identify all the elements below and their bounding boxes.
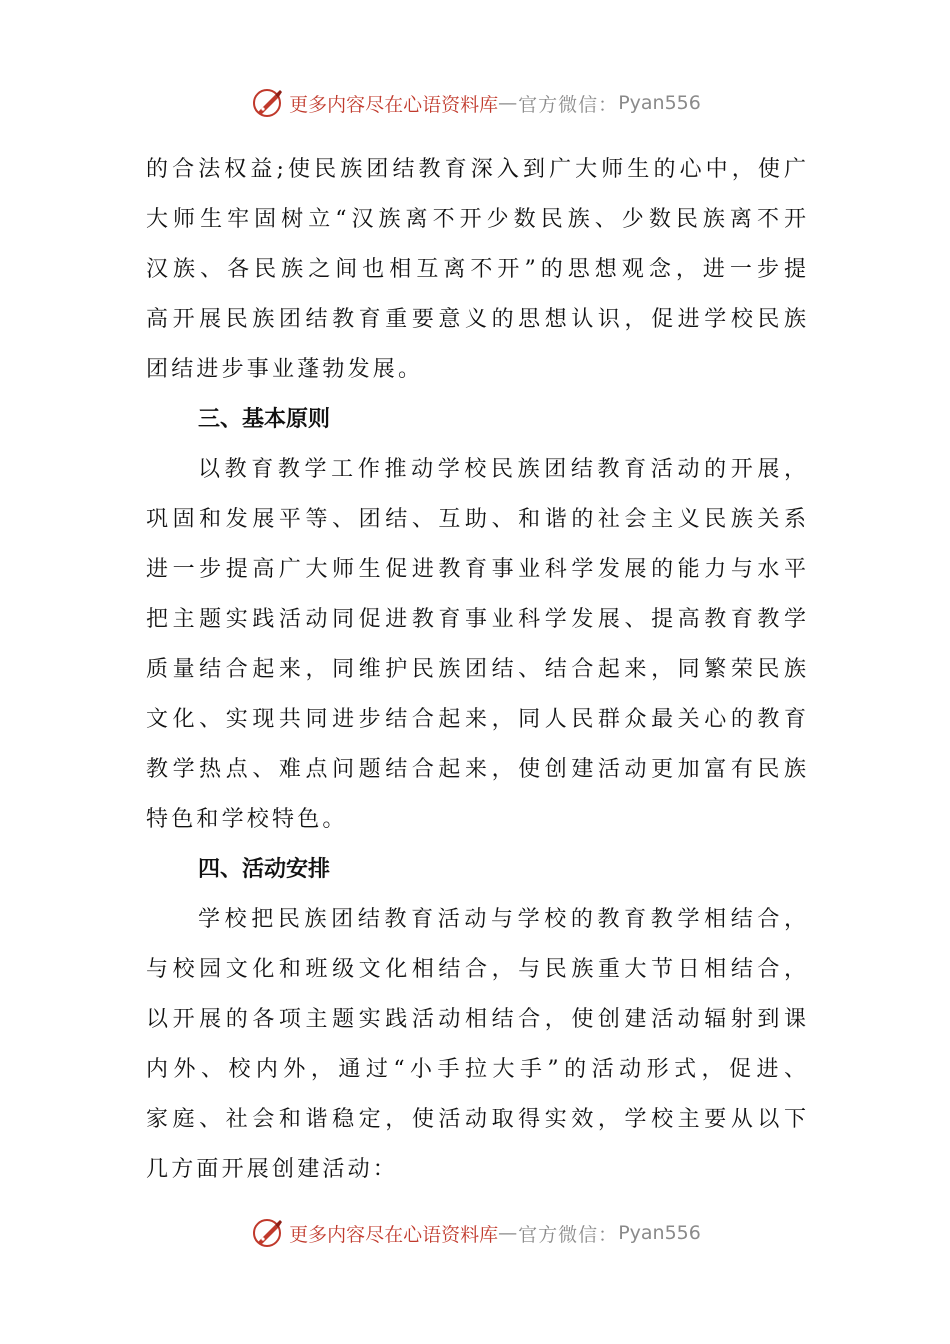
text-line: 的合法权益;使民族团结教育深入到广大师生的心中，使广	[146, 157, 806, 182]
text-line: 学校把民族团结教育活动与学校的教育教学相结合，	[198, 907, 806, 932]
banner-official-label: 官方微信：	[518, 1223, 619, 1246]
text-line: 大师生牢固树立“汉族离不开少数民族、少数民族离不开	[146, 207, 806, 232]
text-line: 把主题实践活动同促进教育事业科学发展、提高教育教学	[146, 607, 806, 632]
text-line: 教学热点、难点问题结合起来，使创建活动更加富有民族	[146, 757, 806, 782]
text-line: 内外、校内外，通过“小手拉大手”的活动形式，促进、	[146, 1057, 806, 1082]
banner-official-label: 官方微信：	[518, 93, 619, 116]
pen-nib-icon	[249, 85, 285, 121]
banner-separator: —	[498, 1222, 519, 1244]
text-line: 特色和学校特色。	[146, 807, 348, 832]
text-line: 进一步提高广大师生促进教育事业科学发展的能力与水平	[146, 557, 806, 582]
text-line: 以开展的各项主题实践活动相结合，使创建活动辐射到课	[146, 1007, 806, 1032]
document-body	[146, 145, 806, 1195]
paragraph-3	[146, 895, 806, 1195]
section-heading-principles: 三、基本原则	[198, 407, 331, 432]
text-line: 几方面开展创建活动：	[146, 1157, 399, 1182]
text-line: 以教育教学工作推动学校民族团结教育活动的开展，	[198, 457, 806, 482]
text-line: 汉族、各民族之间也相互离不开”的思想观念，进一步提	[146, 257, 806, 282]
banner-brand-text: 更多内容尽在心语资料库	[289, 93, 499, 116]
text-line: 家庭、社会和谐稳定，使活动取得实效，学校主要从以下	[146, 1107, 806, 1132]
footer-banner	[0, 1213, 950, 1253]
banner-brand-text: 更多内容尽在心语资料库	[289, 1223, 499, 1246]
text-line: 质量结合起来，同维护民族团结、结合起来，同繁荣民族	[146, 657, 806, 682]
header-banner	[0, 83, 950, 123]
text-line: 高开展民族团结教育重要意义的思想认识，促进学校民族	[146, 307, 806, 332]
banner-separator: —	[498, 92, 519, 114]
text-line: 巩固和发展平等、团结、互助、和谐的社会主义民族关系	[146, 507, 806, 532]
section-heading-activities: 四、活动安排	[198, 857, 331, 882]
pen-nib-icon	[249, 1215, 285, 1251]
text-line: 与校园文化和班级文化相结合，与民族重大节日相结合，	[146, 957, 806, 982]
banner-wechat-id: Pyan556	[618, 1222, 701, 1244]
text-line: 团结进步事业蓬勃发展。	[146, 357, 424, 382]
banner-wechat-id: Pyan556	[618, 92, 701, 114]
paragraph-2	[146, 445, 806, 845]
paragraph-1	[146, 145, 806, 395]
text-line: 文化、实现共同进步结合起来，同人民群众最关心的教育	[146, 707, 806, 732]
